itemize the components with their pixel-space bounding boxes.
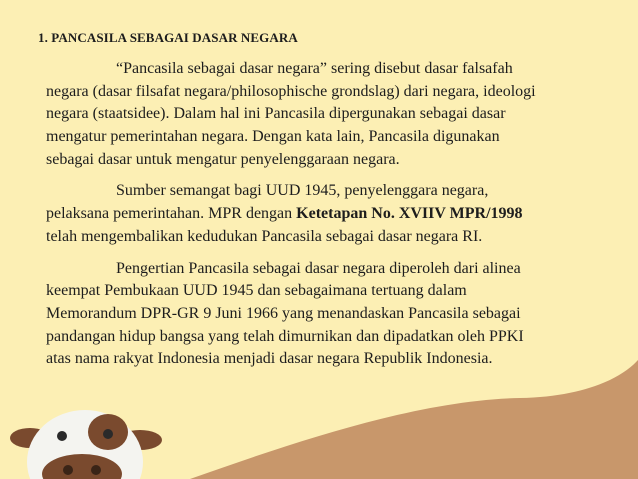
paragraph-2 <box>46 180 606 248</box>
paragraph-line: keempat Pembukaan UUD 1945 dan sebagaimana tertuang dalam <box>46 282 467 300</box>
paragraph-line: mengatur pemerintahan negara. Dengan kata lain, Pancasila digunakan <box>46 128 500 146</box>
paragraph-3 <box>46 258 606 371</box>
paragraph-line: telah mengembalikan kedudukan Pancasila sebagai dasar negara RI. <box>46 227 483 245</box>
paragraph-line: Sumber semangat bagi UUD 1945, penyelenggara negara, <box>116 182 489 200</box>
paragraph-line: atas nama rakyat Indonesia menjadi dasar negara Republik Indonesia. <box>46 350 493 368</box>
paragraph-line: sebagai dasar untuk mengatur penyelenggaraan negara. <box>46 150 400 168</box>
decree-reference: Ketetapan No. XVIIV MPR/1998 <box>296 205 523 223</box>
paragraph-line: negara (staatsidee). Dalam hal ini Pancasila dipergunakan sebagai dasar <box>46 105 506 123</box>
paragraph-1 <box>46 58 606 171</box>
paragraph-line: Memorandum DPR-GR 9 Juni 1966 yang menandaskan Pancasila sebagai <box>46 304 521 322</box>
paragraph-line <box>46 203 606 226</box>
slide-heading: 1. PANCASILA SEBAGAI DASAR NEGARA <box>38 30 298 45</box>
paragraph-text: pelaksana pemerintahan. MPR dengan <box>46 205 297 223</box>
paragraph-line: “Pancasila sebagai dasar negara” sering disebut dasar falsafah <box>116 60 513 77</box>
paragraph-line: Pengertian Pancasila sebagai dasar negara diperoleh dari alinea <box>116 259 521 277</box>
paragraph-line: pandangan hidup bangsa yang telah dimurnikan dan dipadatkan oleh PPKI <box>46 327 524 345</box>
paragraph-line: negara (dasar filsafat negara/philosophische grondslag) dari negara, ideologi <box>46 82 536 100</box>
slide-body <box>46 58 606 371</box>
